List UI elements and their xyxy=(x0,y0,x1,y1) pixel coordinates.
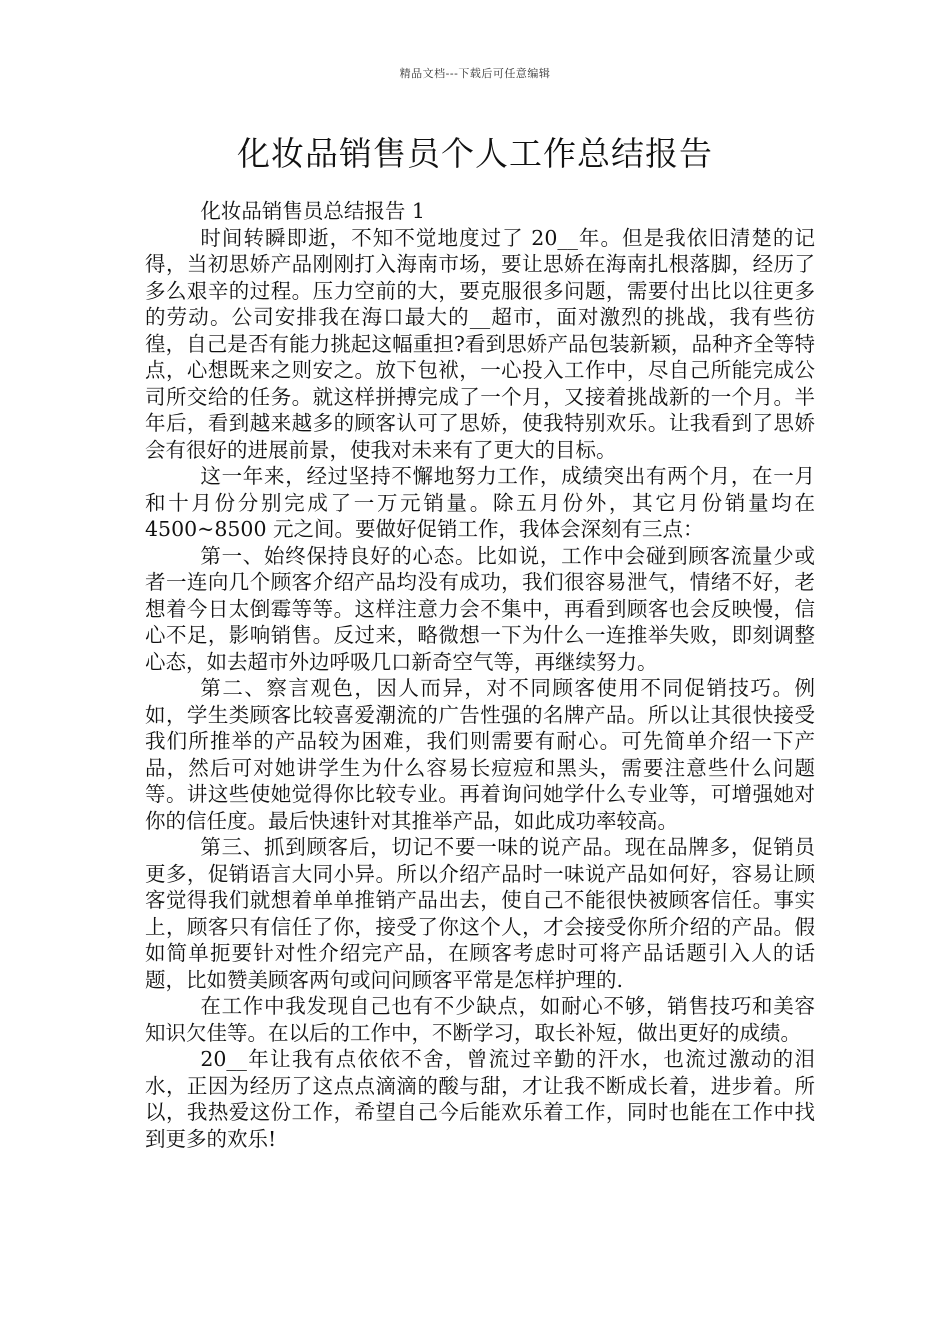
paragraph: 第一、始终保持良好的心态。比如说，工作中会碰到顾客流量少或者一连向几个顾客介绍产品均没有成功，我们很容易泄气，情绪不好，老想着今日太倒霉等等。这样注意力会不集中，再看到顾客也会反映慢，信心不足，影响销售。反过来，略微想一下为什么一连推举失败，即刻调整心态，如去超市外边呼吸几口新奇空气等，再继续努力。 xyxy=(145,543,815,674)
paragraph: 时间转瞬即逝，不知不觉地度过了 20__年。但是我依旧清楚的记得，当初思娇产品刚刚打入海南市场，要让思娇在海南扎根落脚，经历了多么艰辛的过程。压力空前的大，要克服很多问题，需要付出比以往更多的劳动。公司安排我在海口最大的__超市，面对激烈的挑战，我有些彷徨，自己是否有能力挑起这幅重担?看到思娇产品包装新颖，品种齐全等特点，心想既来之则安之。放下包袱，一心投入工作中，尽自己所能完成公司所交给的任务。就这样拼搏完成了一个月，又接着挑战新的一个月。半年后，看到越来越多的顾客认可了思娇，使我特别欢乐。让我看到了思娇会有很好的进展前景，使我对未来有了更大的目标。 xyxy=(145,225,815,462)
paragraph: 这一年来，经过坚持不懈地努力工作，成绩突出有两个月，在一月和十月份分别完成了一万元销量。除五月份外，其它月份销量均在 4500~8500 元之间。要做好促销工作，我体会深刻有三点： xyxy=(145,464,815,541)
paragraph: 在工作中我发现自己也有不少缺点，如耐心不够，销售技巧和美容知识欠佳等。在以后的工作中，不断学习，取长补短，做出更好的成绩。 xyxy=(145,994,815,1045)
document-body xyxy=(145,198,815,1152)
paragraph: 第二、察言观色，因人而异，对不同顾客使用不同促销技巧。例如，学生类顾客比较喜爱潮流的广告性强的名牌产品。所以让其很快接受我们所推举的产品较为困难，我们则需要有耐心。可先简单介绍一下产品，然后可对她讲学生为什么容易长痘痘和黑头，需要注意些什么问题等。讲这些使她觉得你比较专业。再着询问她学什么专业等，可增强她对你的信任度。最后快速针对其推举产品，如此成功率较高。 xyxy=(145,676,815,833)
header-note: 精品文档---下载后可任意编辑 xyxy=(399,67,551,80)
report-subtitle: 化妆品销售员总结报告 1 xyxy=(200,199,425,223)
paragraph: 第三、抓到顾客后，切记不要一味的说产品。现在品牌多，促销员更多，促销语言大同小异。所以介绍产品时一味说产品如何好，容易让顾客觉得我们就想着单单推销产品出去，使自己不能很快被顾客信任。事实上，顾客只有信任了你，接受了你这个人，才会接受你所介绍的产品。假如简单扼要针对性介绍完产品，在顾客考虑时可将产品话题引入人的话题，比如赞美顾客两句或问问顾客平常是怎样护理的. xyxy=(145,835,815,992)
paragraph: 20__年让我有点依依不舍，曾流过辛勤的汗水，也流过激动的泪水，正因为经历了这点点滴滴的酸与甜，才让我不断成长着，进步着。所以，我热爱这份工作，希望自己今后能欢乐着工作，同时也能在工作中找到更多的欢乐! xyxy=(145,1047,815,1151)
document-title: 化妆品销售员个人工作总结报告 xyxy=(237,134,713,173)
